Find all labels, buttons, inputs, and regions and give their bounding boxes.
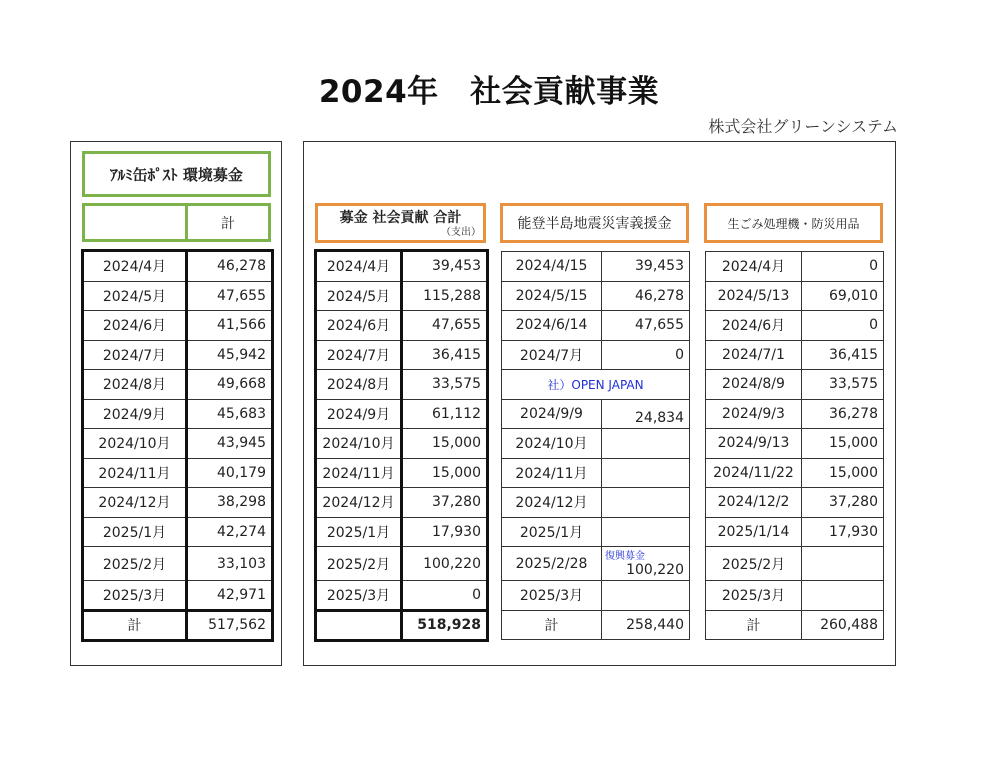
amount-cell: 46,278 (187, 252, 272, 282)
table-row (317, 547, 487, 581)
table-row (706, 281, 884, 311)
note-label: 復興募金 (605, 551, 645, 562)
table-row (84, 458, 272, 488)
date-cell: 2025/1/14 (706, 517, 802, 547)
date-cell: 2024/12月 (502, 488, 602, 518)
date-cell: 2025/3月 (502, 581, 602, 611)
total-label-cell: 計 (502, 610, 602, 640)
date-cell: 2025/2月 (706, 547, 802, 581)
total-label-cell: 計 (706, 610, 802, 640)
table-row (317, 488, 487, 518)
date-cell: 2025/1月 (317, 517, 402, 547)
date-cell: 2024/12/2 (706, 488, 802, 518)
amount-cell: 47,655 (187, 281, 272, 311)
table-row (84, 370, 272, 400)
amount-cell (602, 488, 690, 518)
table-row (317, 581, 487, 611)
table-row (84, 429, 272, 459)
total-row (84, 610, 272, 640)
amount-cell: 17,930 (802, 517, 884, 547)
table-row (317, 399, 487, 429)
total-value-cell: 518,928 (402, 610, 487, 640)
amount-cell: 0 (802, 252, 884, 282)
table-row (706, 517, 884, 547)
table-row (317, 429, 487, 459)
amount-cell: 46,278 (602, 281, 690, 311)
amount-cell (602, 458, 690, 488)
table-row (84, 399, 272, 429)
date-cell: 2024/9月 (84, 399, 187, 429)
table-row (502, 340, 690, 370)
date-cell: 2024/8月 (317, 370, 402, 400)
amount-cell: 42,274 (187, 517, 272, 547)
table-row (84, 581, 272, 611)
amount-cell: 15,000 (402, 429, 487, 459)
table-row (84, 252, 272, 282)
aluminum-header-label: ｱﾙﾐ缶ﾎﾟｽﾄ 環境募金 (110, 165, 243, 184)
table-row (502, 517, 690, 547)
amount-cell: 43,945 (187, 429, 272, 459)
date-cell: 2025/2/28 (502, 547, 602, 581)
date-cell: 2024/10月 (317, 429, 402, 459)
table-row (84, 488, 272, 518)
table-row (706, 547, 884, 581)
date-cell: 2024/6月 (317, 311, 402, 341)
amount-cell: 0 (602, 340, 690, 370)
date-cell: 2024/5月 (84, 281, 187, 311)
garbage-table (705, 251, 884, 640)
amount-cell: 45,683 (187, 399, 272, 429)
table-row (502, 281, 690, 311)
amount-cell: 41,566 (187, 311, 272, 341)
amount-cell: 37,280 (402, 488, 487, 518)
date-cell: 2024/11月 (317, 458, 402, 488)
total-value-cell: 517,562 (187, 610, 272, 640)
table-row (706, 340, 884, 370)
aluminum-table (83, 251, 272, 640)
table-row (84, 517, 272, 547)
date-cell: 2024/12月 (84, 488, 187, 518)
date-cell: 2024/7月 (317, 340, 402, 370)
total-label-cell: 計 (84, 610, 187, 640)
date-cell: 2025/1月 (502, 517, 602, 547)
date-cell: 2025/2月 (317, 547, 402, 581)
date-cell: 2025/3月 (317, 581, 402, 611)
table-row (317, 252, 487, 282)
table-row (706, 252, 884, 282)
date-cell: 2024/7月 (502, 340, 602, 370)
amount-cell: 100,220 復興募金 (602, 547, 690, 581)
amount-cell: 36,278 (802, 399, 884, 429)
amount-cell: 17,930 (402, 517, 487, 547)
garbage-header-label: 生ごみ処理機・防災用品 (727, 216, 860, 231)
amount-cell: 47,655 (402, 311, 487, 341)
table-row (502, 429, 690, 459)
noto-header-label: 能登半島地震災害義援金 (517, 216, 672, 232)
total-row (317, 610, 487, 640)
date-cell: 2024/5月 (317, 281, 402, 311)
page-title: 2024年 社会貢献事業 (318, 74, 660, 110)
date-cell: 2024/6月 (84, 311, 187, 341)
date-cell: 2024/8/9 (706, 370, 802, 400)
amount-cell: 38,298 (187, 488, 272, 518)
date-cell: 2025/3月 (706, 581, 802, 611)
amount-cell: 0 (402, 581, 487, 611)
table-row (317, 370, 487, 400)
date-cell: 2024/7月 (84, 340, 187, 370)
table-row (502, 311, 690, 341)
aluminum-col-header-blank (85, 206, 188, 239)
aluminum-col-label: 計 (221, 215, 235, 232)
table-row (502, 252, 690, 282)
org-name-cell: 社）OPEN JAPAN (502, 370, 690, 400)
amount-cell: 49,668 (187, 370, 272, 400)
total-value-cell: 258,440 (602, 610, 690, 640)
total-row (706, 610, 884, 640)
table-row (706, 311, 884, 341)
date-cell: 2024/10月 (84, 429, 187, 459)
date-cell: 2024/4月 (317, 252, 402, 282)
date-cell: 2024/11月 (84, 458, 187, 488)
amount-cell: 40,179 (187, 458, 272, 488)
date-cell: 2024/6月 (706, 311, 802, 341)
amount-cell (802, 547, 884, 581)
donation-header (315, 203, 486, 243)
table-row (84, 340, 272, 370)
amount-cell: 36,415 (402, 340, 487, 370)
table-row (706, 429, 884, 459)
company-name: 株式会社グリーンシステム (708, 117, 898, 136)
table-row (706, 458, 884, 488)
table-row (317, 311, 487, 341)
table-row (84, 281, 272, 311)
table-row (317, 458, 487, 488)
amount-cell: 100,220 (402, 547, 487, 581)
garbage-header (704, 203, 883, 243)
amount-cell (802, 581, 884, 611)
amount-cell: 33,575 (402, 370, 487, 400)
table-row (317, 340, 487, 370)
noto-table (501, 251, 690, 640)
donation-table (316, 251, 487, 640)
amount-cell: 39,453 (602, 252, 690, 282)
date-cell: 2024/5/13 (706, 281, 802, 311)
amount-cell: 45,942 (187, 340, 272, 370)
amount-cell: 15,000 (802, 429, 884, 459)
date-cell: 2024/9/9 (502, 399, 602, 429)
aluminum-header (82, 151, 271, 197)
table-row (706, 488, 884, 518)
amount-cell: 0 (802, 311, 884, 341)
date-cell: 2024/7/1 (706, 340, 802, 370)
amount-cell: 36,415 (802, 340, 884, 370)
date-cell: 2024/9月 (317, 399, 402, 429)
amount-cell: 37,280 (802, 488, 884, 518)
amount-cell: 61,112 (402, 399, 487, 429)
table-row (502, 370, 690, 400)
total-label-cell (317, 610, 402, 640)
date-cell: 2024/12月 (317, 488, 402, 518)
amount-cell: 42,971 (187, 581, 272, 611)
amount-cell: 39,453 (402, 252, 487, 282)
amount-cell: 15,000 (402, 458, 487, 488)
amount-cell: 15,000 (802, 458, 884, 488)
date-cell: 2024/11月 (502, 458, 602, 488)
date-cell: 2024/4/15 (502, 252, 602, 282)
table-row (84, 311, 272, 341)
date-cell: 2024/10月 (502, 429, 602, 459)
date-cell: 2025/3月 (84, 581, 187, 611)
noto-header (500, 203, 689, 243)
table-row (84, 547, 272, 581)
date-cell: 2024/5/15 (502, 281, 602, 311)
table-row (502, 488, 690, 518)
date-cell: 2025/2月 (84, 547, 187, 581)
table-row (706, 399, 884, 429)
date-cell: 2024/4月 (84, 252, 187, 282)
amount-cell: 69,010 (802, 281, 884, 311)
table-row (502, 399, 690, 429)
amount-cell: 115,288 (402, 281, 487, 311)
amount-cell: 33,575 (802, 370, 884, 400)
table-row (706, 370, 884, 400)
table-row (502, 581, 690, 611)
amount-cell: 24,834 (602, 399, 690, 429)
amount-cell: 33,103 (187, 547, 272, 581)
donation-header-label: 募金 社会貢献 合計 (339, 209, 462, 226)
date-cell: 2024/8月 (84, 370, 187, 400)
total-row (502, 610, 690, 640)
table-row (502, 547, 690, 581)
amount-cell: 47,655 (602, 311, 690, 341)
date-cell: 2024/6/14 (502, 311, 602, 341)
date-cell: 2024/9/13 (706, 429, 802, 459)
date-cell: 2024/11/22 (706, 458, 802, 488)
donation-subheader: （支出） (441, 226, 481, 238)
date-cell: 2024/4月 (706, 252, 802, 282)
aluminum-col-header (82, 203, 271, 242)
amount-cell (602, 429, 690, 459)
table-row (502, 458, 690, 488)
date-cell: 2025/1月 (84, 517, 187, 547)
table-row (317, 281, 487, 311)
table-row (706, 581, 884, 611)
amount-cell (602, 517, 690, 547)
table-row (317, 517, 487, 547)
amount-cell (602, 581, 690, 611)
date-cell: 2024/9/3 (706, 399, 802, 429)
total-value-cell: 260,488 (802, 610, 884, 640)
